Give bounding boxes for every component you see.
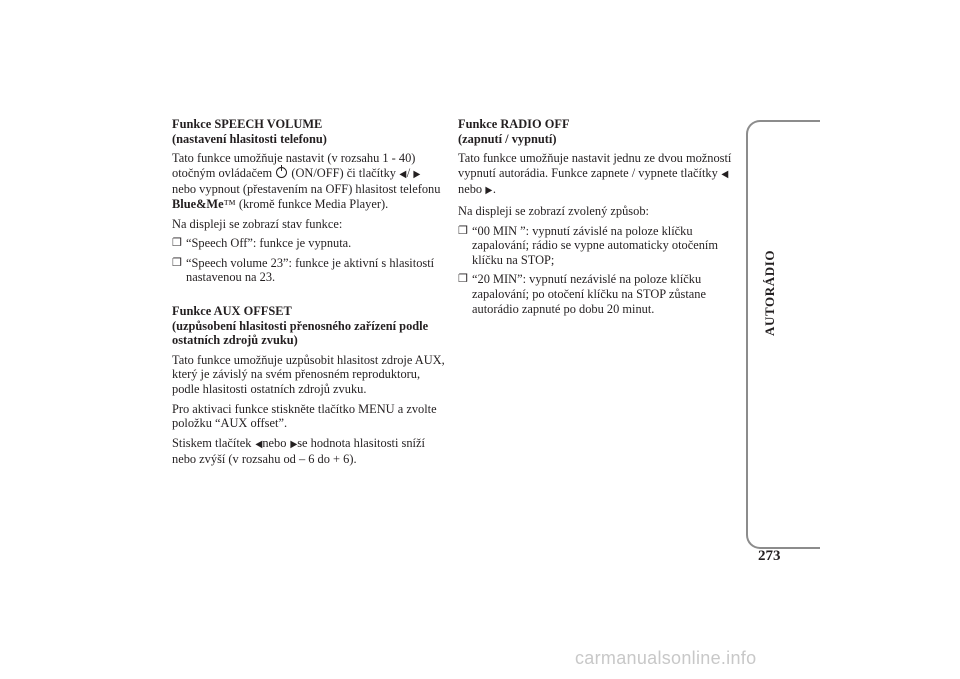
list-item-text: “Speech volume 23”: funkce je aktivní s hlasitostí nastavenou na 23. [186,255,435,285]
radio-off-paragraph-1 [458,151,743,199]
list-item [172,256,447,285]
radio-p1-text-b: nebo [458,182,483,197]
radio-p1-text-c: . [492,182,497,197]
aux-offset-title: Funkce AUX OFFSET [172,303,292,318]
page-number: 273 [758,548,781,564]
chapter-tab-border [746,120,820,549]
aux-p3-text-c: se hodnota hlasitosti sníží nebo zvýší (v rozsahu od – 6 do + 6). [172,435,425,467]
left-arrow-icon: ◀ [721,168,729,180]
list-item-text: “Speech Off”: funkce je vypnuta. [186,236,352,251]
speech-volume-title: Funkce SPEECH VOLUME [172,117,323,131]
speech-p1-text-a: Tato funkce umožňuje nastavit (v rozsahu 1 - 40) otočným ovládačem [172,151,416,180]
list-item [458,224,743,268]
checkbox-bullet-icon: ❐ [172,256,182,269]
checkbox-bullet-icon: ❐ [172,237,182,250]
list-item-text: “00 MIN ”: vypnutí závislé na poloze klíčku zapalování; rádio se vypne automaticky otočením klíčku na STOP; [472,223,719,267]
radio-off-paragraph-2: Na displeji se zobrazí zvolený způsob: [458,203,649,218]
chapter-label: AUTORÁDIO [762,249,777,336]
aux-offset-paragraph-3 [172,436,447,467]
checkbox-bullet-icon: ❐ [458,224,468,237]
brand-blue-me: Blue&Me [172,196,224,211]
list-item-text: “20 MIN”: vypnutí nezávislé na poloze klíčku zapalování; po otočení klíčku na STOP zůstane autorádio zapnuté po dobu 20 minut. [472,272,706,316]
power-knob-icon [276,167,287,178]
aux-p3-text-a: Stiskem tlačítek [172,435,252,450]
radio-off-title: Funkce RADIO OFF [458,117,570,131]
radio-p1-text-a: Tato funkce umožňuje nastavit jednu ze dvou možností vypnutí autorádia. Funkce zapnete / vypnete tlačítky [458,151,732,180]
right-column [458,117,743,321]
aux-offset-paragraph-2: Pro aktivaci funkce stiskněte tlačítko MENU a zvolte položku “AUX offset”. [172,401,437,431]
aux-offset-subtitle: (uzpůsobení hlasitosti přenosného zařízení podle ostatních zdrojů zvuku) [172,318,429,348]
watermark: carmanualsonline.info [575,648,757,668]
left-arrow-icon: ◀ [254,438,262,450]
speech-volume-subtitle: (nastavení hlasitosti telefonu) [172,131,327,146]
radio-off-subtitle: (zapnutí / vypnutí) [458,131,557,146]
right-arrow-icon: ▶ [413,168,421,180]
aux-offset-paragraph-1: Tato funkce umožňuje uzpůsobit hlasitost zdroje AUX, který je závislý na svém přenosném reproduktoru, podle hlasitosti ostatních zdrojů zvuku. [172,352,445,396]
speech-p1-text-b: (ON/OFF) či tlačítky [291,165,396,180]
speech-volume-paragraph-1 [172,151,447,211]
right-arrow-icon: ▶ [485,185,493,197]
right-arrow-icon: ▶ [289,438,297,450]
list-item [458,272,743,316]
aux-p3-text-b: nebo [262,435,287,450]
list-item [172,236,447,251]
speech-p1-slash: / [406,165,411,180]
left-arrow-icon: ◀ [399,168,407,180]
speech-p1-text-d: nebo vypnout (přestavením na OFF) hlasitost telefonu [172,182,441,197]
left-column [172,117,447,473]
speech-p1-text-e: ™ (kromě funkce Media Player). [223,196,389,211]
aux-offset-section [172,304,447,467]
checkbox-bullet-icon: ❐ [458,273,468,286]
speech-volume-paragraph-2: Na displeji se zobrazí stav funkce: [172,216,343,231]
speech-volume-section [172,117,447,285]
